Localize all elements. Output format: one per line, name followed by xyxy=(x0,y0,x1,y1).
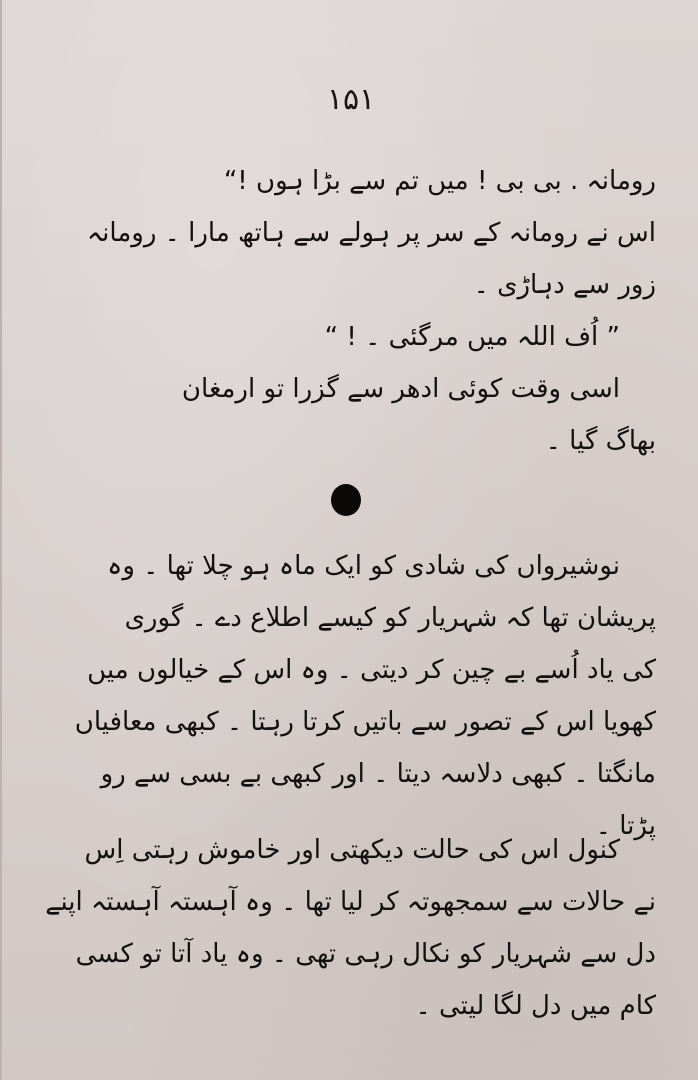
text-line: کی یاد اُسے بے چین کر دیتی ۔ وہ اس کے خیالوں میں xyxy=(87,655,656,685)
text-line: دل سے شہریار کو نکال رہی تھی ۔ وہ یاد آتا تو کسی xyxy=(75,939,656,969)
text-line: کھویا اس کے تصور سے باتیں کرتا رہتا ۔ کبھی معافیاں xyxy=(74,707,656,737)
text-line: ” اُف اللہ میں مرگئی ۔ ! “ xyxy=(324,322,620,352)
text-line: پڑتا ۔ xyxy=(595,811,656,841)
text-line: بھاگ گیا ۔ xyxy=(545,426,656,456)
text-line: پریشان تھا کہ شہریار کو کیسے اطلاع دے ۔ گوری xyxy=(124,603,656,633)
text-line: نے حالات سے سمجھوتہ کر لیا تھا ۔ وہ آہستہ آہستہ اپنے xyxy=(45,887,656,917)
text-line: کام میں دل لگا لیتی ۔ xyxy=(415,991,656,1021)
text-line: کنول اس کی حالت دیکھتی اور خاموش رہتی اِس xyxy=(84,835,620,865)
text-line: رومانہ . بی بی ! میں تم سے بڑا ہوں !“ xyxy=(223,166,656,196)
text-line: اس نے رومانہ کے سر پر ہولے سے ہاتھ مارا ۔ رومانہ xyxy=(86,218,656,248)
text-section-paragraph xyxy=(42,540,656,852)
text-line: نوشیرواں کی شادی کو ایک ماہ ہو چلا تھا ۔ وہ xyxy=(107,551,620,581)
section-separator-dot xyxy=(331,484,361,516)
text-line: مانگتا ۔ کبھی دلاسہ دیتا ۔ اور کبھی بے بسی سے رو xyxy=(100,759,656,789)
text-section-dialogue xyxy=(42,155,656,467)
page-number: ۱۵۱ xyxy=(326,82,376,117)
text-line: زور سے دہاڑی ۔ xyxy=(473,270,656,300)
text-section-paragraph xyxy=(42,824,656,1032)
text-line: اسی وقت کوئی ادھر سے گزرا تو ارمغان xyxy=(181,374,620,404)
